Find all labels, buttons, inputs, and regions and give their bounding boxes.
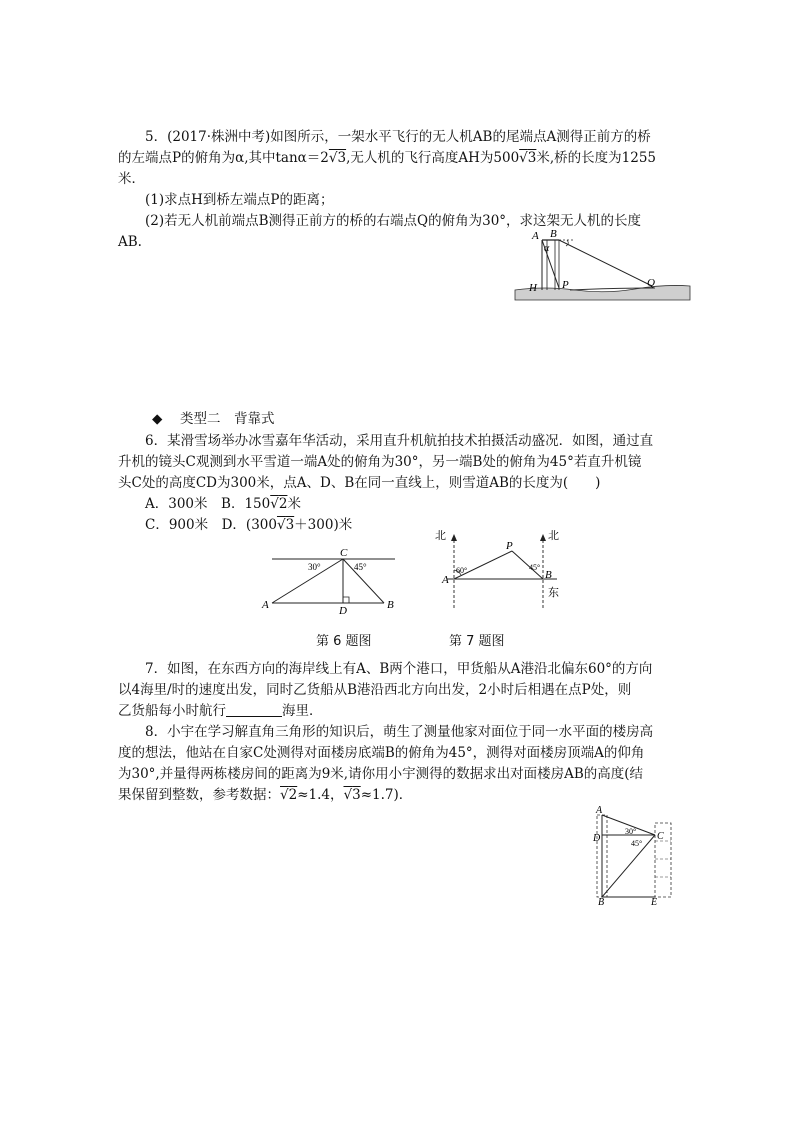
q8-line4-b: ≈1.4，	[297, 787, 344, 803]
q8-line2: 度的想法，他站在自家C处测得对面楼房底端B的俯角为45°，测得对面楼房顶端A的仰角	[118, 745, 645, 761]
q7-answer-blank[interactable]	[226, 702, 282, 717]
q6-label-C: C	[340, 547, 348, 559]
q6-line3: 头C处的高度CD为300米，点A、D、B在同一直线上，则雪道AB的长度为( )	[118, 475, 601, 491]
q6-figure	[260, 546, 400, 616]
q5-line3: 米．	[118, 171, 145, 187]
q8-label-A: A	[596, 805, 603, 816]
q7-label-north1: 北	[435, 530, 446, 542]
q8-figure	[593, 805, 678, 908]
q7-caption: 第 7 题图	[449, 634, 505, 649]
q5-sub1: (1)求点H到桥左端点P的距离；	[145, 192, 334, 208]
q5-label-B: B	[550, 228, 557, 240]
q8-label-D: D	[593, 833, 601, 844]
q7-angle-45: 45°	[529, 563, 541, 572]
q7-label-B: B	[545, 569, 552, 581]
q5-label-Q: Q	[647, 277, 655, 289]
q8-label-C: C	[657, 831, 664, 842]
q5-line2	[118, 147, 680, 169]
q7-line3-a: 乙货船每小时航行	[118, 703, 226, 719]
q6-right-angle	[343, 597, 349, 603]
section-title: 类型二 背靠式	[180, 411, 275, 427]
q6-line2: 升机的镜头C观测到水平雪道一端A处的俯角为30°，另一端B处的俯角为45°若直升机镜	[118, 454, 642, 470]
q7-label-A: A	[442, 574, 449, 586]
q7-angle-60: 60°	[456, 566, 468, 575]
q5-angle-arc	[566, 240, 568, 246]
q6-options-row2	[118, 514, 680, 536]
q8-line-CB	[602, 835, 655, 897]
q7-figure	[435, 530, 565, 614]
q6-line1: 6．某滑雪场举办冰雪嘉年华活动，采用直升机航拍技术拍摄活动盛况．如图，通过直	[145, 433, 654, 449]
q8-line1: 8．小宇在学习解直角三角形的知识后，萌生了测量他家对面位于同一水平面的楼房高	[145, 724, 654, 740]
q6-option-c: C．900米	[145, 517, 209, 533]
q7-label-north2: 北	[548, 530, 559, 542]
q5-sub2b: AB.	[118, 234, 142, 250]
q8-label-E: E	[651, 897, 658, 908]
q7-north-arrow-a	[451, 534, 457, 541]
q5-line2-b: ,无人机的飞行高度AH为500	[346, 150, 520, 166]
q5-label-H: H	[529, 282, 537, 294]
q7-label-east: 东	[548, 587, 559, 599]
section-diamond: ◆	[152, 411, 163, 427]
q5-sight-BQ	[559, 240, 652, 286]
q5-sqrt-2: √3	[519, 150, 537, 166]
q7-line2: 以4海里/时的速度出发，同时乙货船从B港沿西北方向出发，2小时后相遇在点P处，则	[118, 682, 632, 698]
q6-option-a: A．300米	[145, 496, 208, 512]
q7-line3	[118, 700, 680, 722]
q5-line2-c: 米,桥的长度为1255	[536, 150, 657, 166]
q7-north-arrow-b	[540, 534, 546, 541]
q8-line4	[118, 784, 680, 806]
q7-label-P: P	[506, 540, 513, 552]
q8-label-B: B	[598, 897, 605, 908]
section-heading	[152, 408, 275, 430]
q8-angle-30: 30°	[625, 827, 637, 836]
q6-label-B: B	[387, 599, 394, 611]
q8-line3: 为30°,并量得两栋楼房间的距离为9米,请你用小宇测得的数据求出对面楼房AB的高度(结	[118, 766, 644, 782]
q6-options-row1	[118, 493, 680, 515]
q5-label-alpha: α	[544, 243, 550, 254]
q6-label-A: A	[262, 599, 269, 611]
q8-line4-c: ≈1.7)．	[360, 787, 413, 803]
q6-option-d: D．(300√3＋300)米	[221, 517, 353, 533]
q8-sqrt-2: √2	[280, 787, 298, 803]
q5-sub2a: (2)若无人机前端点B测得正前方的桥的右端点Q的俯角为30°，求这架无人机的长度	[145, 213, 642, 229]
q6-angle-45: 45°	[354, 562, 367, 572]
q5-figure	[515, 228, 690, 304]
q8-sqrt-3: √3	[343, 787, 361, 803]
q5-sqrt-1: √3	[328, 150, 347, 166]
q5-line1: 5．(2017·株洲中考)如图所示，一架水平飞行的无人机AB的尾端点A测得正前方的桥	[145, 129, 651, 145]
q6-option-b: B．150√2米	[221, 496, 301, 512]
q5-ground	[515, 285, 690, 300]
q7-line1: 7．如图，在东西方向的海岸线上有A、B两个港口，甲货船从A港沿北偏东60°的方向	[145, 661, 653, 677]
q5-label-A: A	[532, 230, 539, 242]
q6-label-D: D	[339, 605, 347, 617]
q6-caption: 第 6 题图	[316, 634, 372, 649]
q8-line4-a: 果保留到整数，参考数据：	[118, 787, 280, 803]
q5-line2-a: 的左端点P的俯角为α,其中tanα＝2	[118, 150, 329, 166]
q7-line3-b: 海里．	[282, 703, 323, 719]
q5-label-P: P	[562, 279, 569, 291]
q6-angle-30: 30°	[308, 562, 321, 572]
q8-angle-45: 45°	[631, 839, 643, 848]
